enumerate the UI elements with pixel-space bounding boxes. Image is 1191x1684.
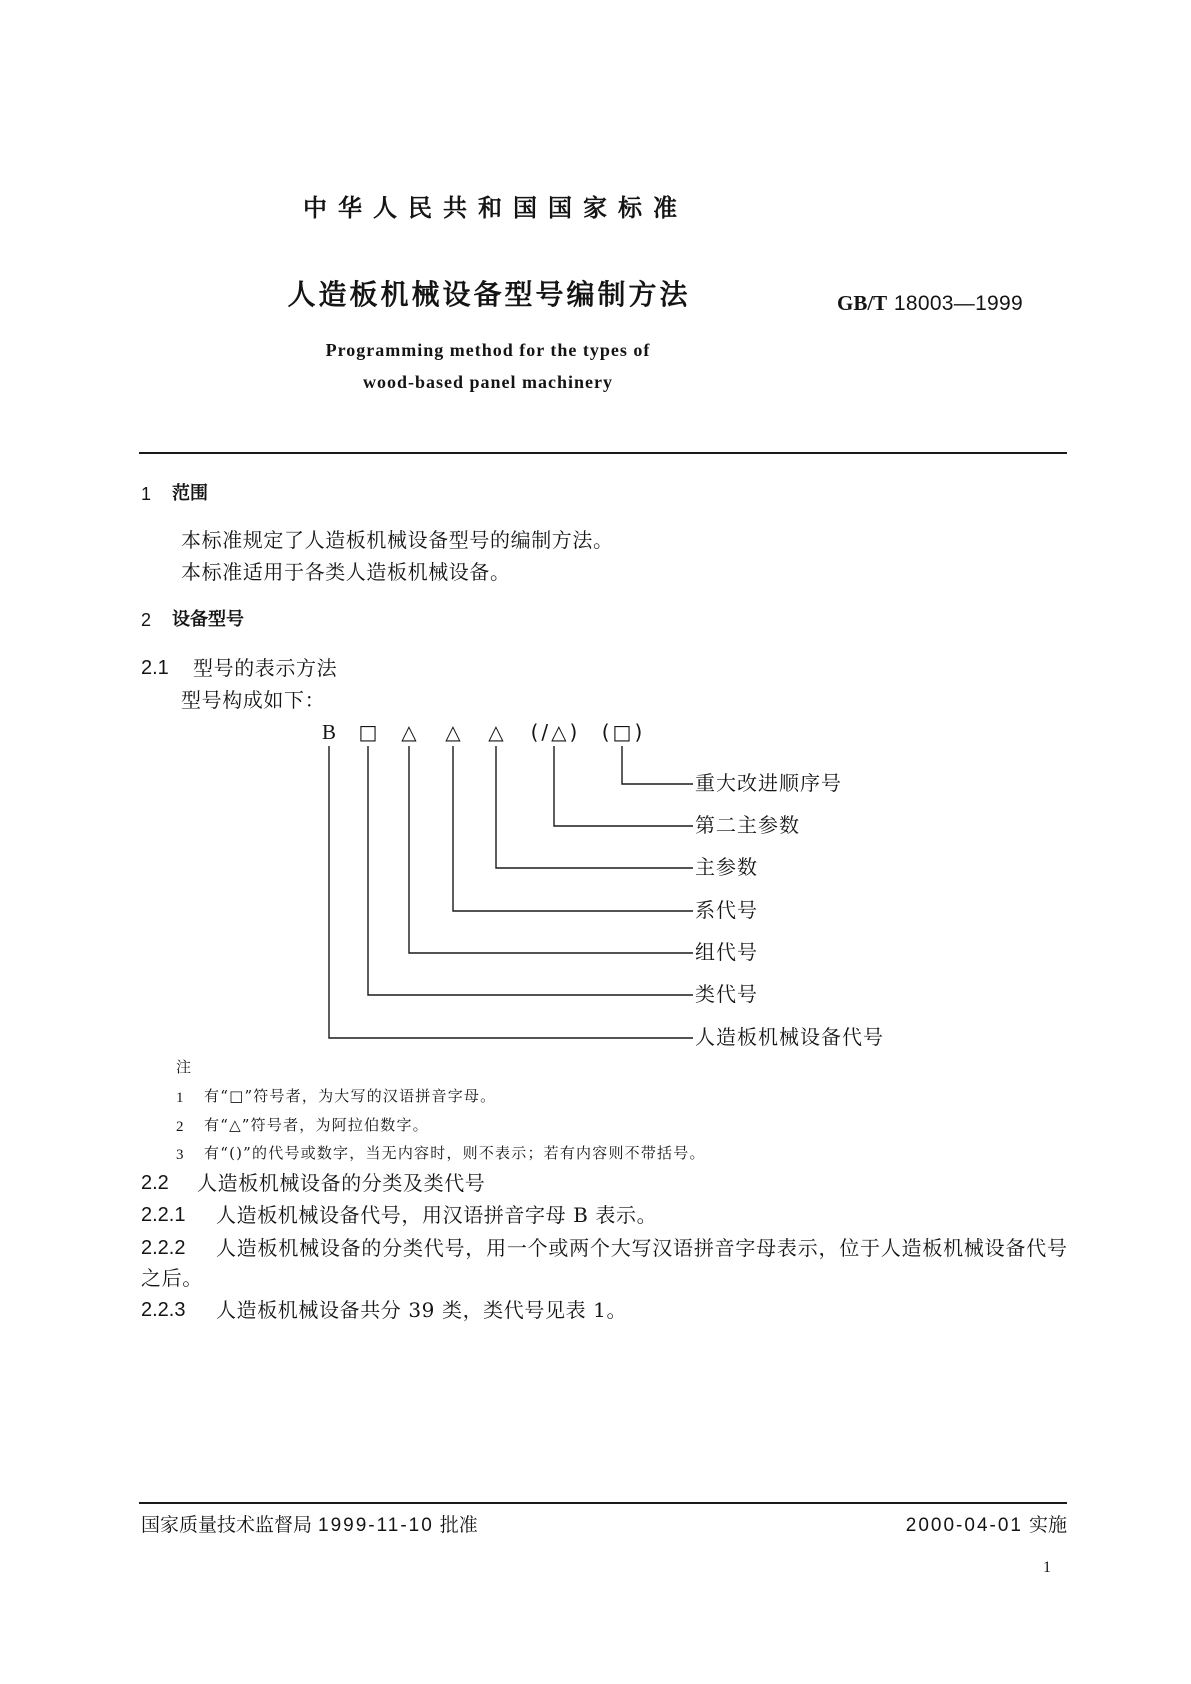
standard-code-number: 18003—1999	[893, 292, 1023, 315]
page-number: 1	[1043, 1559, 1051, 1576]
diagram-label: 第二主参数	[695, 813, 800, 837]
note-item	[176, 1087, 497, 1107]
effective-info	[906, 1514, 1067, 1537]
diagram-intro: 型号构成如下：	[181, 688, 326, 712]
diagram-label: 系代号	[695, 898, 758, 922]
connector-line	[453, 746, 693, 911]
note-number: 3	[176, 1147, 184, 1163]
subsection-2-2	[141, 1171, 486, 1195]
approving-authority: 国家质量技术监督局	[141, 1514, 313, 1536]
note-item	[176, 1116, 429, 1136]
clause-2-2-3	[141, 1298, 628, 1322]
clause-2-2-1	[141, 1203, 658, 1227]
section-2-heading	[141, 609, 244, 632]
standard-code-prefix: GB/T	[837, 291, 888, 315]
paragraph: 本标准规定了人造板机械设备型号的编制方法。	[181, 528, 614, 552]
diagram-symbol-optional-square: (□)	[601, 720, 646, 744]
paragraph: 本标准适用于各类人造板机械设备。	[181, 560, 511, 584]
section-1-heading	[141, 483, 208, 506]
subsection-title: 型号的表示方法	[193, 656, 338, 680]
note-number: 1	[176, 1090, 184, 1106]
connector-line	[368, 746, 693, 995]
note-text: 有“□”符号者，为大写的汉语拼音字母。	[204, 1087, 497, 1105]
clause-text-continuation: 之后。	[141, 1266, 203, 1290]
diagram-symbol-b: B	[321, 720, 337, 744]
effective-date: 2000-04-01	[905, 1515, 1023, 1536]
diagram-symbol-optional-triangle: (/△)	[530, 720, 581, 744]
subsection-number: 2.1	[141, 657, 169, 679]
section-title: 范围	[172, 483, 208, 504]
clause-number: 2.2.1	[141, 1204, 186, 1226]
english-title-line-2: wood-based panel machinery	[362, 372, 613, 392]
diagram-symbol-triangle: △	[401, 720, 417, 744]
clause-text: 人造板机械设备的分类代号，用一个或两个大写汉语拼音字母表示，位于人造板机械设备代号	[216, 1236, 1067, 1260]
connector-line	[329, 746, 693, 1038]
diagram-symbol-triangle: △	[445, 720, 461, 744]
connector-line	[496, 746, 693, 868]
diagram-label: 组代号	[695, 940, 758, 964]
subsection-number: 2.2	[141, 1172, 169, 1194]
notes-heading: 注	[176, 1058, 193, 1076]
diagram-symbol-triangle: △	[488, 720, 504, 744]
clause-text: 人造板机械设备共分 39 类，类代号见表 1。	[216, 1298, 628, 1322]
section-title: 设备型号	[172, 609, 244, 630]
note-text: 有“()”的代号或数字，当无内容时，则不表示；若有内容则不带括号。	[204, 1144, 706, 1162]
diagram-label: 人造板机械设备代号	[695, 1025, 884, 1049]
clause-number: 2.2.3	[141, 1299, 186, 1321]
approval-label: 批准	[439, 1514, 478, 1536]
note-item	[176, 1144, 706, 1164]
subsection-2-1-heading	[141, 656, 338, 680]
diagram-label: 类代号	[695, 982, 758, 1006]
subsection-title: 人造板机械设备的分类及类代号	[197, 1171, 486, 1195]
clause-text: 人造板机械设备代号，用汉语拼音字母 B 表示。	[216, 1203, 658, 1227]
approval-info	[141, 1514, 478, 1537]
diagram-symbol-square: □	[358, 720, 378, 744]
standard-organization-heading: 中华人民共和国国家标准	[303, 194, 688, 222]
footer-divider	[139, 1502, 1067, 1504]
section-number: 2	[141, 610, 152, 630]
page-title: 人造板机械设备型号编制方法	[287, 278, 691, 311]
section-number: 1	[141, 484, 152, 504]
english-title-line-1: Programming method for the types of	[325, 340, 651, 360]
header-divider	[139, 452, 1067, 454]
note-text: 有“△”符号者，为阿拉伯数字。	[204, 1116, 429, 1134]
standard-code	[837, 290, 1023, 317]
connector-line	[409, 746, 693, 953]
effective-label: 实施	[1028, 1514, 1067, 1536]
note-number: 2	[176, 1119, 184, 1135]
connector-line	[622, 746, 693, 784]
diagram-label: 重大改进顺序号	[695, 771, 842, 795]
approval-date: 1999-11-10	[318, 1515, 434, 1536]
clause-number: 2.2.2	[141, 1237, 186, 1259]
diagram-label: 主参数	[695, 855, 758, 879]
connector-line	[554, 746, 693, 826]
